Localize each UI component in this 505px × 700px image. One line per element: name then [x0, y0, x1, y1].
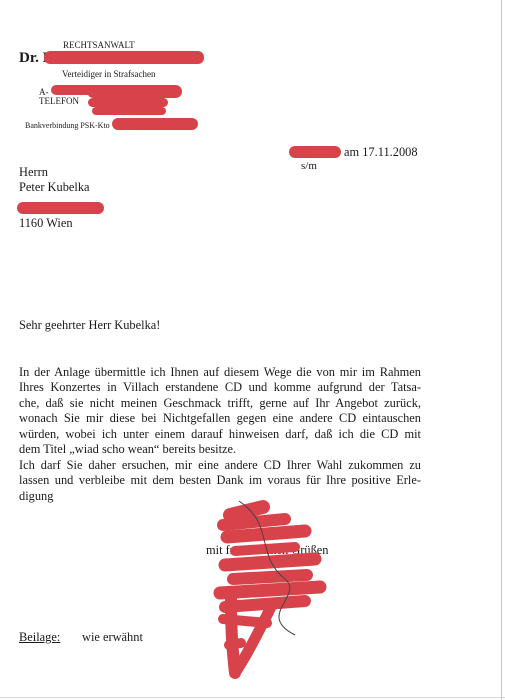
redaction-place	[289, 146, 341, 158]
enclosure-label: Beilage:	[19, 630, 61, 644]
paragraph-1-line: dem Titel „wiad scho wean“ bereits besitze.	[19, 442, 237, 457]
redaction-bank	[112, 118, 198, 130]
redaction-uid	[92, 107, 166, 115]
letterhead-name-prefix: Dr.	[19, 50, 39, 66]
redaction-stroke	[235, 547, 295, 551]
paragraph-1-line: würden, wobei ich unter einem darauf hinweisen darf, daß ich die CD mit	[19, 426, 421, 441]
paragraph-1-line: In der Anlage übermittle ich Ihnen auf diesem Wege die von mir im Rahmen	[19, 365, 421, 379]
paragraph-2-line: lassen und verbleibe mit dem besten Dank im voraus für Ihre positive Erle-	[19, 473, 421, 488]
redaction-stroke	[230, 507, 263, 515]
letter-date: am 17.11.2008	[344, 145, 418, 159]
letterhead-bank-label: Bankverbindung PSK-Kto	[25, 121, 110, 130]
recipient-name: Peter Kubelka	[19, 180, 90, 194]
letter-greeting: Sehr geehrter Herr Kubelka!	[19, 318, 161, 332]
paragraph-2-line: Ich darf Sie daher ersuchen, mir eine andere CD Ihrer Wahl zukommen zu	[19, 458, 421, 472]
redaction-stroke	[220, 587, 320, 593]
page-edge-right	[501, 0, 502, 700]
page-edge-bottom	[0, 697, 505, 698]
letter-reference: s/m	[301, 160, 317, 172]
redaction-address-2	[87, 85, 182, 98]
paragraph-1-line: che, daß sie nicht meinen Geschmack trifft, gerne auf Ihr Angebot zurück,	[19, 395, 421, 410]
redaction-phone	[88, 98, 168, 107]
paragraph-1	[19, 365, 421, 457]
redaction-stroke	[227, 531, 305, 537]
letterhead-subtitle: Verteidiger in Strafsachen	[62, 69, 156, 79]
letter-closing: mit freundlichen Grüßen	[206, 543, 329, 557]
redaction-stroke	[223, 519, 285, 525]
recipient-salutation: Herrn	[19, 165, 48, 179]
letterhead-profession: RECHTSANWALT	[63, 40, 135, 50]
recipient-city: 1160 Wien	[19, 216, 73, 230]
paragraph-1-line: wonach Sie mir diese bei Nichtgefallen gegen eine andere CD eintauschen	[19, 411, 421, 426]
paragraph-2-line: digung	[19, 488, 54, 503]
paragraph-1-line: Ihres Konzertes in Villach erstandene CD und komme aufgrund der Tatsa-	[19, 380, 421, 395]
enclosure-value: wie erwähnt	[82, 630, 143, 644]
letterhead-address-prefix: A-	[39, 87, 49, 97]
redaction-street	[17, 202, 104, 214]
redaction-stroke	[233, 575, 307, 579]
redaction-stroke	[231, 599, 235, 673]
letterhead-phone-label: TELEFON	[39, 96, 79, 106]
redaction-name	[44, 51, 204, 64]
redaction-stroke	[229, 643, 241, 645]
signature-redaction	[195, 495, 355, 695]
